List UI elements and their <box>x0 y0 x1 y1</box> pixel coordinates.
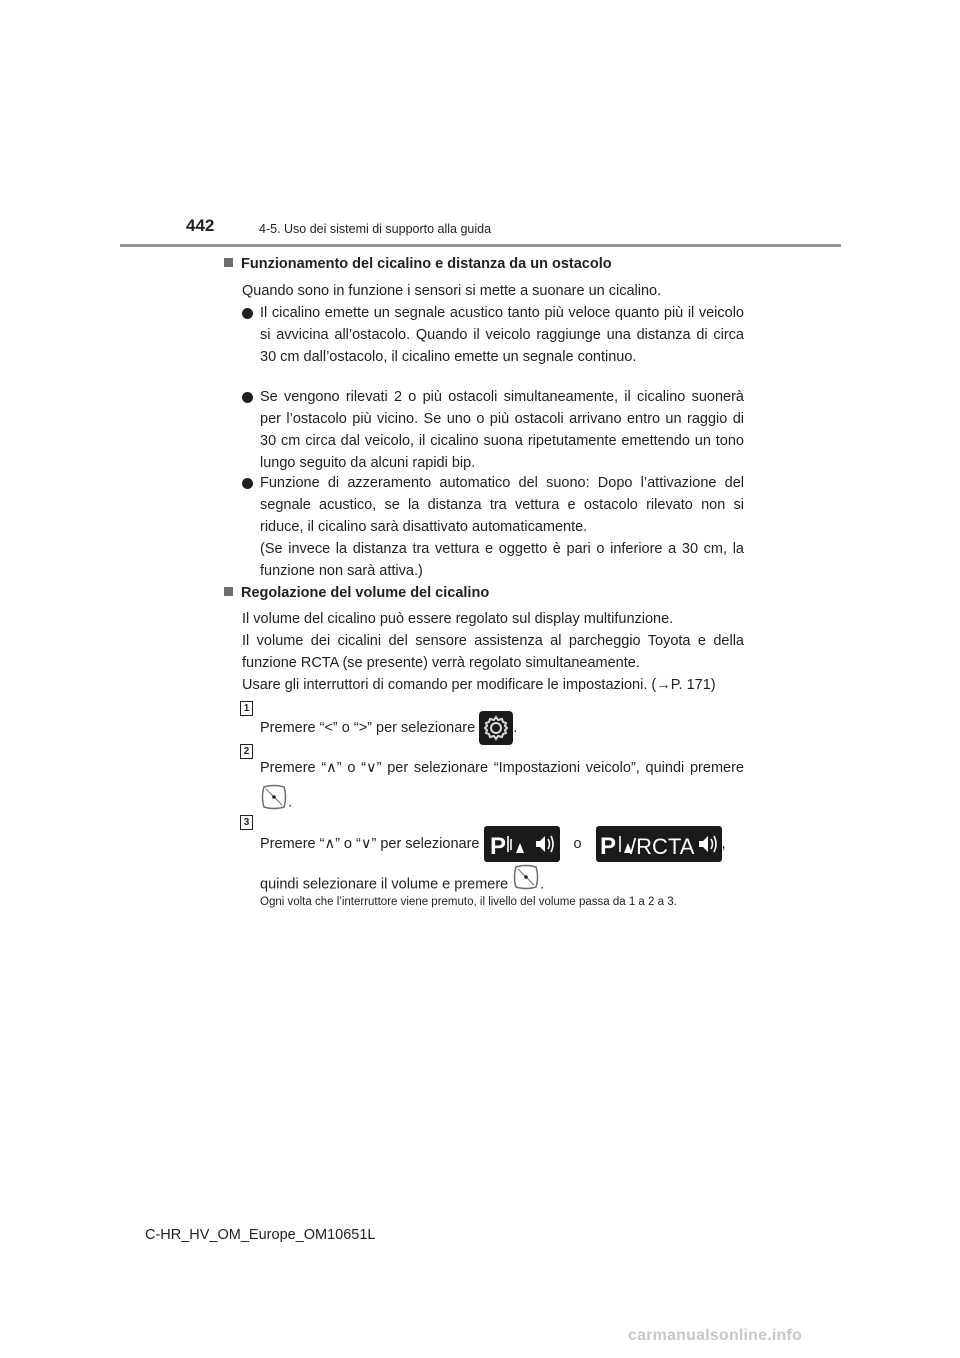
section2-line: Il volume del cicalino può essere regolato sul display multifunzione. <box>242 611 674 627</box>
watermark: carmanualsonline.info <box>628 1327 803 1344</box>
list-item: Funzione di azzeramento automatico del suono: Dopo l’attivazione del segnale acustico, se la distanza tra vettura e ostacolo rilevato non si riduce, il cicalino sarà disattivato automaticamente. (Se invece la distanza tra vettura e oggetto è pari o inferiore a 30 cm, la funzione non sarà attiva.) <box>242 472 744 582</box>
header-divider <box>120 244 841 247</box>
page-number: 442 <box>186 216 215 235</box>
list-item: Il cicalino emette un segnale acustico tanto più veloce quanto più il veicolo si avvicina all’ostacolo. Quando il veicolo raggiunge una distanza di circa 30 cm dall’ostacolo, il cicalino emette un segnale continuo. <box>242 302 744 368</box>
document-code: C-HR_HV_OM_Europe_OM10651L <box>145 1227 376 1243</box>
section2-line: Il volume dei cicalini del sensore assistenza al parcheggio Toyota e della funzione RCTA (se presente) verrà regolato simultaneamente. <box>242 633 744 671</box>
step-2: 2 Premere “∧” o “∨” per selezionare “Impostazioni veicolo”, quindi premere . <box>240 754 744 822</box>
step-1: 1 Premere “<” o “>” per selezionare . <box>240 711 744 745</box>
step-number: 3 <box>240 815 253 830</box>
svg-text:/RCTA: /RCTA <box>629 834 695 860</box>
parking-sensor-volume-icon <box>484 826 560 862</box>
square-bullet-icon <box>224 587 233 596</box>
step-number: 2 <box>240 744 253 759</box>
svg-text:P: P <box>599 833 616 861</box>
section1-intro: Quando sono in funzione i sensori si mette a suonare un cicalino. <box>242 283 662 299</box>
bullet-dot-icon <box>242 478 253 489</box>
bullet-dot-icon <box>242 308 253 319</box>
step-number: 1 <box>240 701 253 716</box>
list-item: Se vengono rilevati 2 o più ostacoli simultaneamente, il cicalino suonerà per l’ostacolo più vicino. Se uno o più ostacoli arrivano entro un raggio di 30 cm circa dal veicolo, il cicalino suona ripetutamente emettendo un tono lungo seguito da alcuni rapidi bip. <box>242 386 744 474</box>
parking-rcta-volume-icon <box>596 826 722 862</box>
step-3: 3 Premere “∧” o “∨” per selezionare P o P /RCTA , quindi selezionare il volume e premere . <box>240 825 744 906</box>
gear-icon <box>479 711 513 745</box>
svg-text:P: P <box>489 833 506 861</box>
section-title-volume: Regolazione del volume del cicalino <box>224 585 489 601</box>
ok-button-icon <box>260 783 288 822</box>
section-heading: 4-5. Uso dei sistemi di supporto alla guida <box>259 222 492 236</box>
volume-note: Ogni volta che l’interruttore viene premuto, il livello del volume passa da 1 a 2 a 3. <box>260 896 677 908</box>
square-bullet-icon <box>224 258 233 267</box>
bullet-dot-icon <box>242 392 253 403</box>
section2-line: Usare gli interruttori di comando per modificare le impostazioni. (→P. 171) <box>242 677 716 693</box>
section-title-buzzer: Funzionamento del cicalino e distanza da un ostacolo <box>224 256 612 272</box>
